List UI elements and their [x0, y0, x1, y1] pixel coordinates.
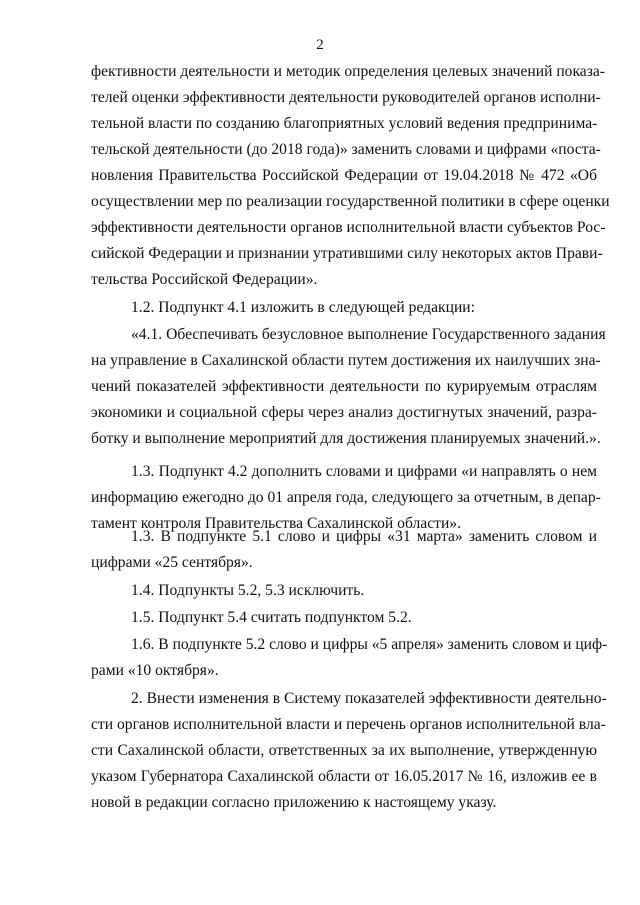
- paragraph-1-2: 1.2. Подпункт 4.1 изложить в следующей редакции:: [131, 299, 475, 316]
- text-line: тельской деятельности (до 2018 года)» заменить словами и цифрами «поста-: [91, 141, 601, 158]
- text-line: рами «10 октября».: [91, 662, 219, 679]
- text-line: осуществлении мер по реализации государственной политики в сфере оценки: [91, 193, 610, 210]
- text-line: ботку и выполнение мероприятий для достижения планируемых значений.».: [91, 430, 601, 447]
- text-line: тельства Российской Федерации».: [91, 271, 318, 288]
- text-line: новой в редакции согласно приложению к настоящему указу.: [91, 794, 497, 811]
- paragraph-4-1: «4.1. Обеспечивать безусловное выполнение Государственного задания: [131, 326, 606, 343]
- text-line: указом Губернатора Сахалинской области от 16.05.2017 № 16, изложив ее в: [91, 768, 597, 785]
- text-line: сийской Федерации и признании утратившими силу некоторых актов Прави-: [91, 245, 603, 262]
- text-line: тамент контроля Правительства Сахалинской области».: [91, 515, 461, 532]
- paragraph-1-6: 1.6. В подпункте 5.2 слово и цифры «5 апреля» заменить словом и циф-: [131, 636, 608, 653]
- paragraph-1-4: 1.4. Подпункты 5.2, 5.3 исключить.: [131, 582, 365, 599]
- text-line: эффективности деятельности органов исполнительной власти субъектов Рос-: [91, 219, 606, 236]
- page-number: 2: [316, 37, 324, 53]
- text-line: сти Сахалинской области, ответственных за их выполнение, утвержденную: [91, 742, 597, 759]
- text-line: цифрами «25 сентября».: [91, 554, 253, 571]
- text-line: информацию ежегодно до 01 апреля года, следующего за отчетным, в депар-: [91, 489, 601, 506]
- text-line: на управление в Сахалинской области путем достижения их наилучших зна-: [91, 352, 601, 369]
- text-line: сти органов исполнительной власти и перечень органов исполнительной вла-: [91, 716, 606, 733]
- text-line: тельной власти по созданию благоприятных условий ведения предпринима-: [91, 115, 598, 132]
- text-line: экономики и социальной сферы через анализ достигнутых значений, разра-: [91, 404, 597, 421]
- text-line: чений показателей эффективности деятельности по курируемым отраслям: [91, 378, 597, 395]
- text-line: фективности деятельности и методик определения целевых значений показа-: [91, 63, 605, 80]
- text-line: новления Правительства Российской Федерации от 19.04.2018 № 472 «Об: [91, 167, 597, 184]
- paragraph-1-3-first: 1.3. Подпункт 4.2 дополнить словами и цифрами «и направлять о нем: [131, 463, 597, 480]
- paragraph-1-5: 1.5. Подпункт 5.4 считать подпунктом 5.2.: [131, 609, 412, 626]
- text-line: телей оценки эффективности деятельности руководителей органов исполни-: [91, 89, 601, 106]
- paragraph-2: 2. Внести изменения в Систему показателей эффективности деятельно-: [131, 690, 607, 707]
- paragraph-1-3-second: 1.3. В подпункте 5.1 слово и цифры «31 марта» заменить словом и: [131, 528, 597, 545]
